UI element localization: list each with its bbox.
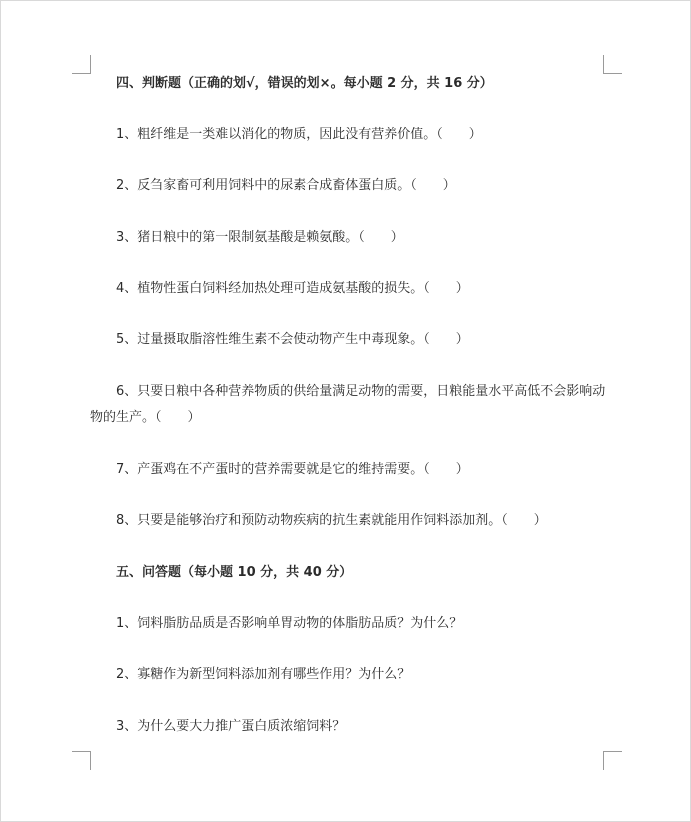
judgment-question-7: 7、产蛋鸡在不产蛋时的营养需要就是它的维持需要。（ ） xyxy=(116,462,469,477)
essay-question-2: 2、寡糖作为新型饲料添加剂有哪些作用？为什么？ xyxy=(116,667,411,682)
essay-question-3: 3、为什么要大力推广蛋白质浓缩饲料？ xyxy=(116,719,346,734)
judgment-question-2: 2、反刍家畜可利用饲料中的尿素合成畜体蛋白质。（ ） xyxy=(116,178,456,193)
essay-question-1: 1、饲料脂肪品质是否影响单胃动物的体脂肪品质？为什么？ xyxy=(116,616,463,631)
crop-mark-top-left xyxy=(72,55,91,74)
judgment-question-6: 6、只要日粮中各种营养物质的供给量满足动物的需要，日粮能量水平高低不会影响动物的生产。（ ） xyxy=(90,384,606,425)
section-4-heading: 四、判断题（正确的划√，错误的划×。每小题 2 分，共 16 分） xyxy=(116,76,493,91)
judgment-question-8: 8、只要是能够治疗和预防动物疾病的抗生素就能用作饲料添加剂。（ ） xyxy=(116,513,547,528)
judgment-question-4: 4、植物性蛋白饲料经加热处理可造成氨基酸的损失。（ ） xyxy=(116,281,469,296)
judgment-question-5: 5、过量摄取脂溶性维生素不会使动物产生中毒现象。（ ） xyxy=(116,332,469,347)
section-5-heading: 五、问答题（每小题 10 分，共 40 分） xyxy=(116,565,353,580)
judgment-question-1: 1、粗纤维是一类难以消化的物质，因此没有营养价值。（ ） xyxy=(116,127,482,142)
crop-mark-bottom-right xyxy=(603,751,622,770)
crop-mark-bottom-left xyxy=(72,751,91,770)
judgment-question-3: 3、猪日粮中的第一限制氨基酸是赖氨酸。（ ） xyxy=(116,230,404,245)
